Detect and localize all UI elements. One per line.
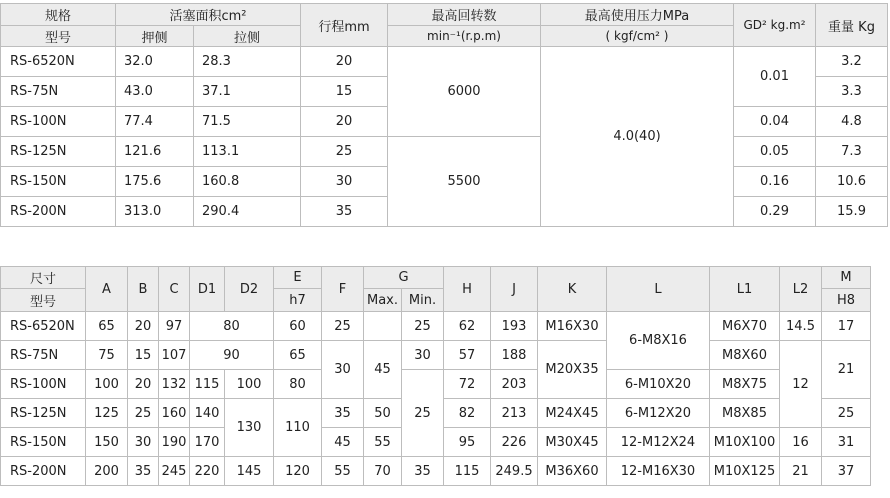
col-d2-header: D2 [225,267,274,312]
model-cell: RS-200N [1,197,116,227]
a-cell: 75 [86,341,128,370]
model-cell: RS-75N [1,77,116,107]
l-cell: 6-M12X20 [607,399,710,428]
col-c-header: C [159,267,190,312]
model-cell: RS-100N [1,107,116,137]
b-cell: 30 [128,428,159,457]
gd2-cell: 0.16 [734,167,816,197]
col-e-header: E [274,267,322,289]
push-area-cell: 32.0 [116,47,194,77]
l1-cell: M8X75 [710,370,780,399]
pull-area-cell: 28.3 [194,47,301,77]
l1-cell: M6X70 [710,312,780,341]
pull-area-cell: 290.4 [194,197,301,227]
j-cell: 226 [491,428,538,457]
push-area-cell: 77.4 [116,107,194,137]
dimension-header-row-1 [1,267,871,289]
g-max-cell: 45 [364,341,402,399]
j-cell: 188 [491,341,538,370]
l-cell: 6-M10X20 [607,370,710,399]
g-max-cell: 55 [364,428,402,457]
col-l-header: L [607,267,710,312]
col-g-header: G [364,267,444,289]
e-cell: 110 [274,399,322,457]
c-cell: 107 [159,341,190,370]
h-cell: 72 [444,370,491,399]
weight-cell: 3.2 [816,47,888,77]
pull-area-cell: 71.5 [194,107,301,137]
d1-cell: 220 [190,457,225,486]
push-area-cell: 175.6 [116,167,194,197]
f-cell: 45 [322,428,364,457]
d-cell: 90 [190,341,274,370]
c-cell: 132 [159,370,190,399]
stroke-cell: 15 [301,77,388,107]
d-cell: 80 [190,312,274,341]
table-row [1,457,871,486]
model-cell: RS-6520N [1,47,116,77]
size-label: 尺寸 [1,267,86,289]
h-cell: 95 [444,428,491,457]
b-cell: 15 [128,341,159,370]
piston-area-header: 活塞面积cm² [116,4,301,26]
m-cell: 21 [822,341,871,399]
stroke-cell: 35 [301,197,388,227]
pull-area-cell: 113.1 [194,137,301,167]
max-pressure-unit: ( kgf/cm² ) [541,26,734,47]
table-row [1,47,888,77]
push-side-header: 押侧 [116,26,194,47]
l-cell: 6-M8X16 [607,312,710,370]
e-cell: 65 [274,341,322,370]
gd2-cell: 0.05 [734,137,816,167]
push-area-cell: 313.0 [116,197,194,227]
col-k-header: K [538,267,607,312]
g-min-cell: 25 [402,370,444,457]
l2-cell: 21 [780,457,822,486]
model-cell: RS-200N [1,457,86,486]
d2-cell: 100 [225,370,274,399]
weight-cell: 4.8 [816,107,888,137]
g-min-cell: 35 [402,457,444,486]
spec-header-row-1 [1,4,888,26]
pull-side-header: 拉侧 [194,26,301,47]
f-cell: 35 [322,399,364,428]
model-cell: RS-125N [1,399,86,428]
speed-cell: 5500 [388,137,541,227]
h-cell: 62 [444,312,491,341]
col-g-min-header: Min. [402,289,444,312]
col-b-header: B [128,267,159,312]
k-cell: M16X30 [538,312,607,341]
model-label: 型号 [1,289,86,312]
model-cell: RS-150N [1,428,86,457]
gd2-cell: 0.04 [734,107,816,137]
a-cell: 200 [86,457,128,486]
k-cell: M36X60 [538,457,607,486]
model-cell: RS-6520N [1,312,86,341]
h-cell: 57 [444,341,491,370]
max-speed-header: 最高回转数 [388,4,541,26]
push-area-cell: 43.0 [116,77,194,107]
weight-cell: 15.9 [816,197,888,227]
speed-cell: 6000 [388,47,541,137]
b-cell: 35 [128,457,159,486]
table-row [1,370,871,399]
e-cell: 120 [274,457,322,486]
d1-cell: 115 [190,370,225,399]
l2-cell: 14.5 [780,312,822,341]
col-m-header: M [822,267,871,289]
l2-cell: 12 [780,341,822,428]
a-cell: 125 [86,399,128,428]
weight-cell: 10.6 [816,167,888,197]
weight-cell: 7.3 [816,137,888,167]
l-cell: 12-M12X24 [607,428,710,457]
c-cell: 190 [159,428,190,457]
l-cell: 12-M16X30 [607,457,710,486]
g-max-cell: 50 [364,399,402,428]
c-cell: 97 [159,312,190,341]
col-m-tolerance: H8 [822,289,871,312]
e-cell: 80 [274,370,322,399]
b-cell: 20 [128,370,159,399]
h-cell: 82 [444,399,491,428]
g-min-cell: 25 [402,312,444,341]
k-cell: M20X35 [538,341,607,399]
spec-table [0,3,888,227]
stroke-cell: 30 [301,167,388,197]
l1-cell: M8X60 [710,341,780,370]
d1-cell: 170 [190,428,225,457]
l1-cell: M10X100 [710,428,780,457]
m-cell: 31 [822,428,871,457]
stroke-cell: 20 [301,47,388,77]
d2-cell: 145 [225,457,274,486]
col-e-tolerance: h7 [274,289,322,312]
col-l2-header: L2 [780,267,822,312]
c-cell: 160 [159,399,190,428]
spec-label: 规格 [1,4,116,26]
model-label: 型号 [1,26,116,47]
model-cell: RS-100N [1,370,86,399]
m-cell: 17 [822,312,871,341]
d2-cell: 130 [225,399,274,457]
gd2-header: GD² kg.m² [734,4,816,47]
col-l1-header: L1 [710,267,780,312]
f-cell: 25 [322,312,364,341]
b-cell: 25 [128,399,159,428]
j-cell: 249.5 [491,457,538,486]
model-cell: RS-150N [1,167,116,197]
col-g-max-header: Max. [364,289,402,312]
weight-header: 重量 Kg [816,4,888,47]
j-cell: 193 [491,312,538,341]
m-cell: 37 [822,457,871,486]
stroke-header: 行程mm [301,4,388,47]
d1-cell: 140 [190,399,225,428]
l1-cell: M10X125 [710,457,780,486]
e-cell: 60 [274,312,322,341]
c-cell: 245 [159,457,190,486]
dimension-table [0,266,871,486]
k-cell: M24X45 [538,399,607,428]
a-cell: 150 [86,428,128,457]
g-min-cell: 30 [402,341,444,370]
h-cell: 115 [444,457,491,486]
weight-cell: 3.3 [816,77,888,107]
pressure-cell: 4.0(40) [541,47,734,227]
col-h-header: H [444,267,491,312]
max-speed-unit: min⁻¹(r.p.m) [388,26,541,47]
g-max-cell [364,312,402,341]
col-a-header: A [86,267,128,312]
stroke-cell: 25 [301,137,388,167]
a-cell: 65 [86,312,128,341]
l2-cell: 16 [780,428,822,457]
pull-area-cell: 160.8 [194,167,301,197]
j-cell: 213 [491,399,538,428]
model-cell: RS-75N [1,341,86,370]
b-cell: 20 [128,312,159,341]
table-row [1,137,888,167]
j-cell: 203 [491,370,538,399]
stroke-cell: 20 [301,107,388,137]
a-cell: 100 [86,370,128,399]
col-d1-header: D1 [190,267,225,312]
f-cell: 30 [322,341,364,399]
push-area-cell: 121.6 [116,137,194,167]
col-j-header: J [491,267,538,312]
k-cell: M30X45 [538,428,607,457]
m-cell: 25 [822,399,871,428]
f-cell: 55 [322,457,364,486]
gd2-cell: 0.29 [734,197,816,227]
g-max-cell: 70 [364,457,402,486]
table-row [1,312,871,341]
l1-cell: M8X85 [710,399,780,428]
pull-area-cell: 37.1 [194,77,301,107]
model-cell: RS-125N [1,137,116,167]
max-pressure-header: 最高使用压力MPa [541,4,734,26]
table-row [1,341,871,370]
gd2-cell: 0.01 [734,47,816,107]
col-f-header: F [322,267,364,312]
